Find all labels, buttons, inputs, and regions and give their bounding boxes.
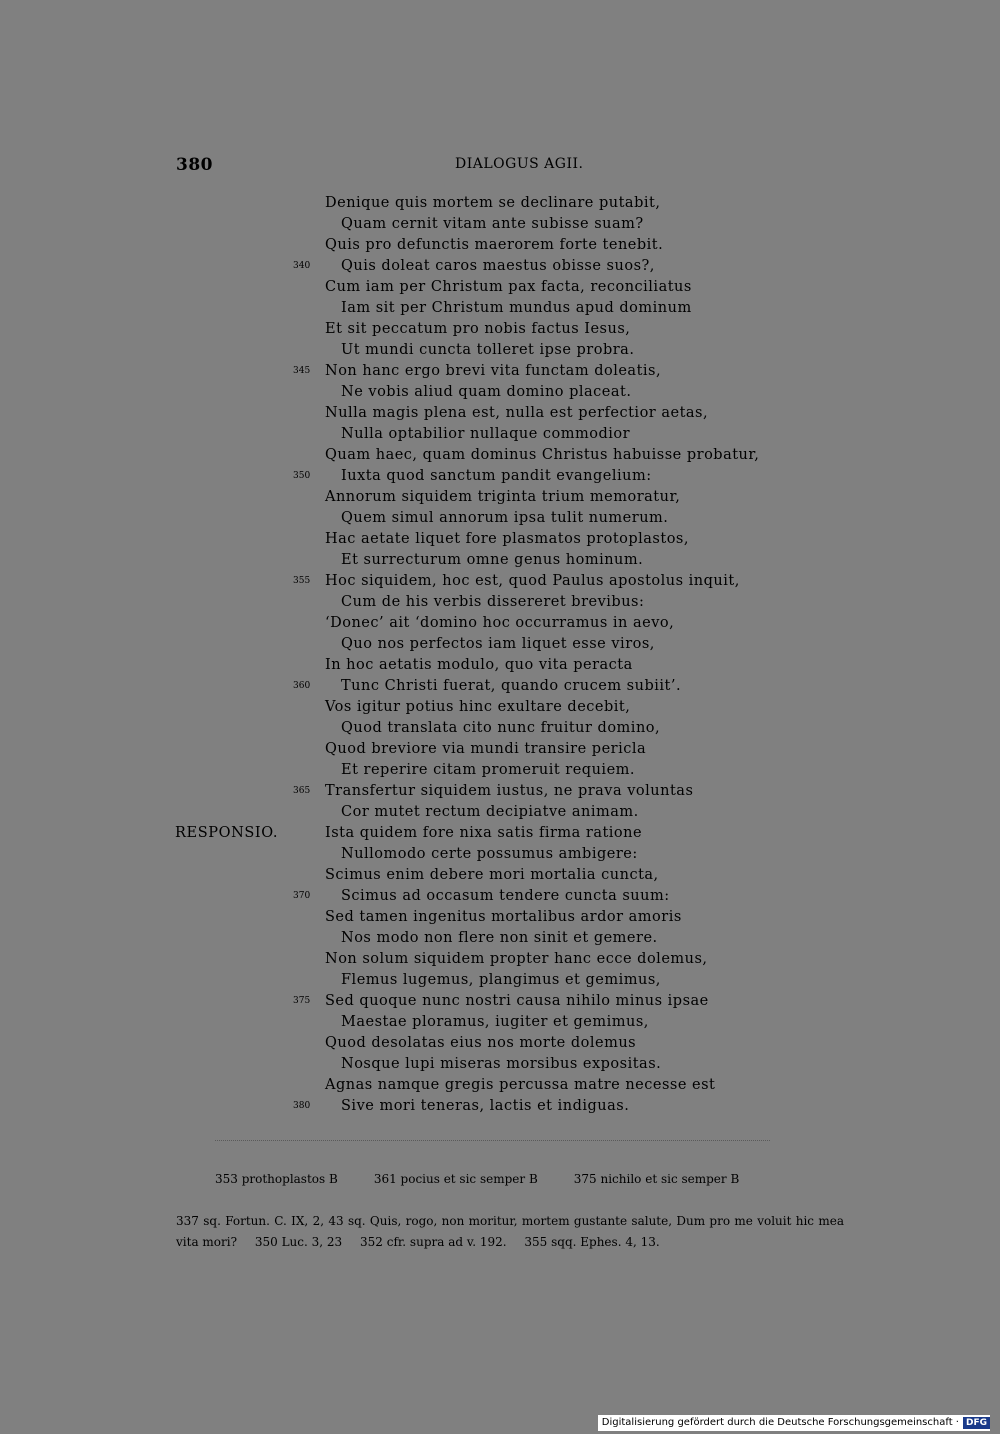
verse-line — [0, 256, 1000, 277]
verse-text: Et surrecturum omne genus hominum. — [341, 552, 644, 568]
verse-line — [0, 1033, 1000, 1054]
source-note: 352 cfr. supra ad v. 192. — [360, 1235, 507, 1249]
verse-line — [0, 298, 1000, 319]
verse-text: In hoc aetatis modulo, quo vita peracta — [325, 657, 633, 673]
source-note: 355 sqq. Ephes. 4, 13. — [524, 1235, 660, 1249]
verse-text: Hoc siquidem, hoc est, quod Paulus apostolus inquit, — [325, 573, 740, 589]
verse-line — [0, 424, 1000, 445]
verse-line — [0, 844, 1000, 865]
verse-text: Cum de his verbis dissereret brevibus: — [341, 594, 645, 610]
verse-text: Iuxta quod sanctum pandit evangelium: — [341, 468, 652, 484]
verse-text: Denique quis mortem se declinare putabit, — [325, 195, 661, 211]
verse-text: Nulla optabilior nullaque commodior — [341, 426, 631, 442]
apparatus-entry: 375 nichilo et sic semper B — [573, 1172, 740, 1186]
verse-line — [0, 697, 1000, 718]
verse-text: Cor mutet rectum decipiatve animam. — [341, 804, 639, 820]
verse-text: Ne vobis aliud quam domino placeat. — [341, 384, 632, 400]
verse-line — [0, 634, 1000, 655]
verse-text: Annorum siquidem triginta trium memoratur, — [325, 489, 681, 505]
verse-line — [0, 970, 1000, 991]
line-number: 365 — [293, 786, 311, 796]
verse-text: Scimus ad occasum tendere cuncta suum: — [341, 888, 670, 904]
verse-text: Hac aetate liquet fore plasmatos protoplastos, — [325, 531, 689, 547]
verse-text: Nulla magis plena est, nulla est perfectior aetas, — [325, 405, 709, 421]
verse-text: Et sit peccatum pro nobis factus Iesus, — [325, 321, 631, 337]
verse-line — [0, 466, 1000, 487]
verse-line — [0, 403, 1000, 424]
verse-text: Sed quoque nunc nostri causa nihilo minus ipsae — [325, 993, 709, 1009]
verse-text: Quod desolatas eius nos morte dolemus — [325, 1035, 637, 1051]
verse-text: Sive mori teneras, lactis et indiguas. — [341, 1098, 630, 1114]
verse-line — [0, 928, 1000, 949]
verse-text: Scimus enim debere mori mortalia cuncta, — [325, 867, 659, 883]
verse-text: Iam sit per Christum mundus apud dominum — [341, 300, 692, 316]
verse-text: Quam cernit vitam ante subisse suam? — [341, 216, 644, 232]
verse-line — [0, 655, 1000, 676]
verse-line — [0, 823, 1000, 844]
verse-text: Transfertur siquidem iustus, ne prava voluntas — [325, 783, 694, 799]
verse-line — [0, 991, 1000, 1012]
source-note: 350 Luc. 3, 23 — [254, 1235, 343, 1249]
verse-line — [0, 277, 1000, 298]
credit-text: Digitalisierung gefördert durch die Deutsche Forschungsgemeinschaft — [601, 1417, 953, 1428]
verse-text: Flemus lugemus, plangimus et gemimus, — [341, 972, 661, 988]
line-number: 355 — [293, 576, 311, 586]
verse-text: Tunc Christi fuerat, quando crucem subiit’. — [341, 678, 682, 694]
verse-text: Nullomodo certe possumus ambigere: — [341, 846, 638, 862]
verse-text: Non solum siquidem propter hanc ecce dolemus, — [325, 951, 708, 967]
verse-text: Ut mundi cuncta tolleret ipse probra. — [341, 342, 635, 358]
page-number: 380 — [176, 155, 213, 175]
verse-text: Quod breviore via mundi transire pericla — [325, 741, 647, 757]
running-title: DIALOGUS AGII. — [455, 156, 584, 172]
verse-line — [0, 571, 1000, 592]
verse-text: Maestae ploramus, iugiter et gemimus, — [341, 1014, 649, 1030]
line-number: 375 — [293, 996, 311, 1006]
poem-text — [0, 193, 1000, 1117]
verse-line — [0, 676, 1000, 697]
dfg-logo-icon: DFG — [963, 1417, 990, 1429]
verse-line — [0, 739, 1000, 760]
source-notes — [176, 1211, 844, 1253]
verse-text: Agnas namque gregis percussa matre necesse est — [325, 1077, 716, 1093]
verse-line — [0, 1075, 1000, 1096]
verse-line — [0, 907, 1000, 928]
line-number: 340 — [293, 261, 311, 271]
verse-text: Quod translata cito nunc fruitur domino, — [341, 720, 661, 736]
verse-line — [0, 781, 1000, 802]
verse-line — [0, 865, 1000, 886]
verse-text: Et reperire citam promeruit requiem. — [341, 762, 636, 778]
verse-text: Quem simul annorum ipsa tulit numerum. — [341, 510, 669, 526]
digitization-credit: Digitalisierung gefördert durch die Deutsche Forschungsgemeinschaft · DFG — [598, 1415, 990, 1431]
verse-line — [0, 1096, 1000, 1117]
line-number: 380 — [293, 1101, 311, 1111]
verse-line — [0, 949, 1000, 970]
verse-text: Nosque lupi miseras morsibus expositas. — [341, 1056, 662, 1072]
verse-text: Ista quidem fore nixa satis firma ratione — [325, 825, 643, 841]
verse-line — [0, 235, 1000, 256]
verse-line — [0, 1054, 1000, 1075]
footnote-divider — [215, 1140, 770, 1141]
verse-text: Cum iam per Christum pax facta, reconciliatus — [325, 279, 692, 295]
verse-text: Quis pro defunctis maerorem forte tenebit. — [325, 237, 664, 253]
speaker-label: RESPONSIO. — [175, 825, 279, 841]
line-number: 350 — [293, 471, 311, 481]
apparatus-entry: 361 pocius et sic semper B — [373, 1172, 538, 1186]
verse-line — [0, 445, 1000, 466]
verse-text: Nos modo non flere non sinit et gemere. — [341, 930, 658, 946]
apparatus-entry: 353 prothoplastos B — [215, 1172, 338, 1186]
verse-line — [0, 382, 1000, 403]
verse-line — [0, 319, 1000, 340]
verse-text: Vos igitur potius hinc exultare decebit, — [325, 699, 631, 715]
verse-line — [0, 886, 1000, 907]
verse-text: Quo nos perfectos iam liquet esse viros, — [341, 636, 655, 652]
line-number: 360 — [293, 681, 311, 691]
verse-line — [0, 487, 1000, 508]
source-note: 337 sq. Fortun. C. IX, 2, 43 sq. Quis, rogo, non moritur, mortem gustante salute, Dum pro me voluit hic mea vita mori? — [176, 1214, 844, 1249]
critical-apparatus — [215, 1172, 775, 1186]
verse-line — [0, 802, 1000, 823]
verse-text: Non hanc ergo brevi vita functam doleatis, — [325, 363, 662, 379]
verse-line — [0, 592, 1000, 613]
verse-line — [0, 508, 1000, 529]
verse-line — [0, 550, 1000, 571]
verse-line — [0, 193, 1000, 214]
verse-line — [0, 613, 1000, 634]
verse-line — [0, 760, 1000, 781]
verse-line — [0, 361, 1000, 382]
verse-line — [0, 718, 1000, 739]
verse-line — [0, 1012, 1000, 1033]
verse-text: ‘Donec’ ait ‘domino hoc occurramus in aevo, — [325, 615, 675, 631]
verse-text: Quis doleat caros maestus obisse suos?, — [341, 258, 655, 274]
verse-line — [0, 340, 1000, 361]
verse-text: Quam haec, quam dominus Christus habuisse probatur, — [325, 447, 760, 463]
verse-line — [0, 529, 1000, 550]
verse-line — [0, 214, 1000, 235]
line-number: 370 — [293, 891, 311, 901]
verse-text: Sed tamen ingenitus mortalibus ardor amoris — [325, 909, 682, 925]
line-number: 345 — [293, 366, 311, 376]
